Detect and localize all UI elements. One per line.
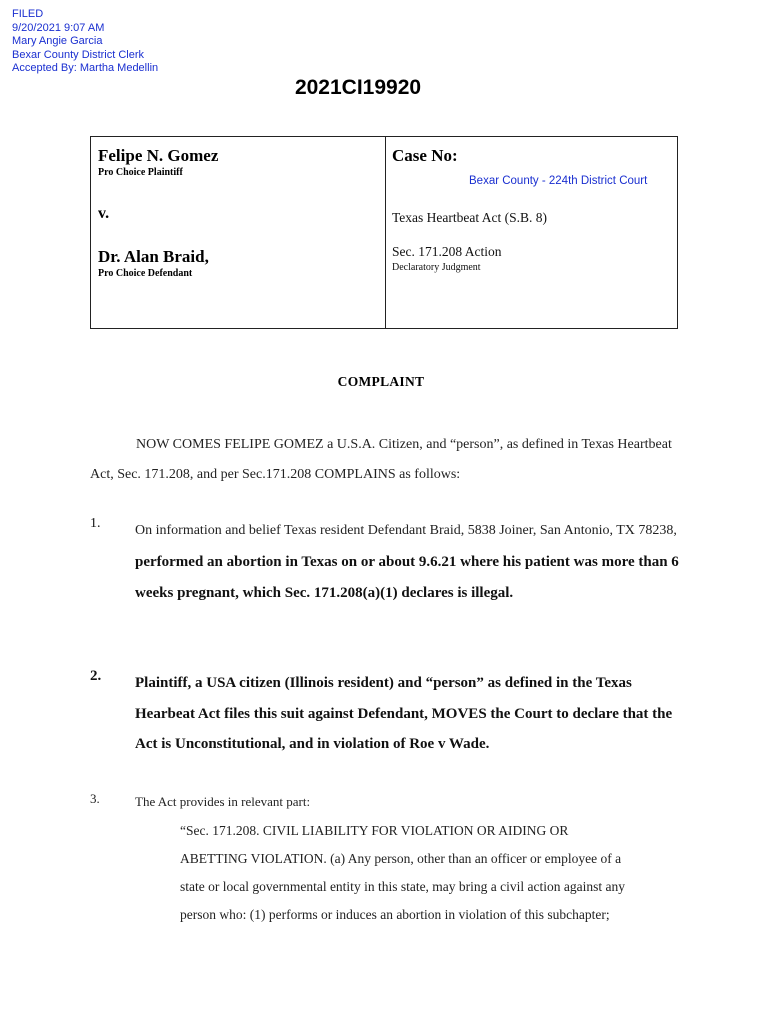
- clerk-name: Mary Angie Garcia: [12, 35, 103, 47]
- case-number: 2021CI19920: [294, 76, 422, 99]
- quote-line: “Sec. 171.208. CIVIL LIABILITY FOR VIOLATION OR AIDING OR: [180, 823, 569, 838]
- versus-label: v.: [98, 205, 110, 222]
- paragraph-body: The Act provides in relevant part:: [135, 794, 311, 809]
- document-title: COMPLAINT: [337, 374, 425, 389]
- filing-datetime: 9/20/2021 9:07 AM: [12, 21, 105, 34]
- defendant-role: Pro Choice Defendant: [98, 268, 193, 279]
- filing-status: FILED: [12, 8, 44, 20]
- paragraph-text: On information and belief Texas resident Defendant Braid, 5838 Joiner, San Antonio, TX 78238,: [135, 523, 677, 538]
- intro-paragraph: NOW COMES FELIPE GOMEZ a U.S.A. Citizen, and “person”, as defined in Texas Heartbeat Act, Sec. 171.208, and per Sec.171.208 COMPLAINS as follows:: [90, 437, 672, 482]
- paragraph-body: Plaintiff, a USA citizen (Illinois resident) and “person” as defined in the Texas Hearbeat Act files this suit against Defendant, MOVES the Court to declare that the Act is Unconstitutional, and in violation of Roe v Wade.: [135, 675, 673, 752]
- defendant-name: Dr. Alan Braid,: [98, 247, 209, 266]
- paragraph-number: 3.: [90, 791, 100, 806]
- paragraph-number: 1.: [90, 516, 101, 531]
- paragraph-bold-text: performed an abortion in Texas on or about 9.6.21 where his patient was more than 6 weeks pregnant, which Sec. 171.208(a)(1) declares is illegal.: [135, 553, 679, 601]
- plaintiff-role: Pro Choice Plaintiff: [98, 167, 183, 178]
- statute-quote: [180, 817, 700, 929]
- plaintiff-name: Felipe N. Gomez: [98, 146, 219, 165]
- caption-parties: [91, 137, 386, 328]
- paragraph-body: [135, 516, 685, 610]
- filing-stamp: [12, 8, 158, 76]
- action-type: Declaratory Judgment: [392, 262, 481, 273]
- action-name: Sec. 171.208 Action: [392, 244, 502, 259]
- caption-case-info: [386, 137, 677, 328]
- clerk-title: Bexar County District Clerk: [12, 48, 145, 61]
- quote-line: state or local governmental entity in this state, may bring a civil action against any: [180, 879, 625, 894]
- quote-line: person who: (1) performs or induces an abortion in violation of this subchapter;: [180, 907, 610, 922]
- quote-line: ABETTING VIOLATION. (a) Any person, other than an officer or employee of a: [180, 851, 622, 866]
- accepted-by: Accepted By: Martha Medellin: [12, 62, 159, 74]
- court-name: Bexar County - 224th District Court: [469, 175, 648, 187]
- paragraph-number: 2.: [90, 668, 102, 684]
- statute-name: Texas Heartbeat Act (S.B. 8): [392, 210, 548, 225]
- case-caption: [90, 136, 678, 329]
- case-no-label: Case No:: [392, 146, 458, 165]
